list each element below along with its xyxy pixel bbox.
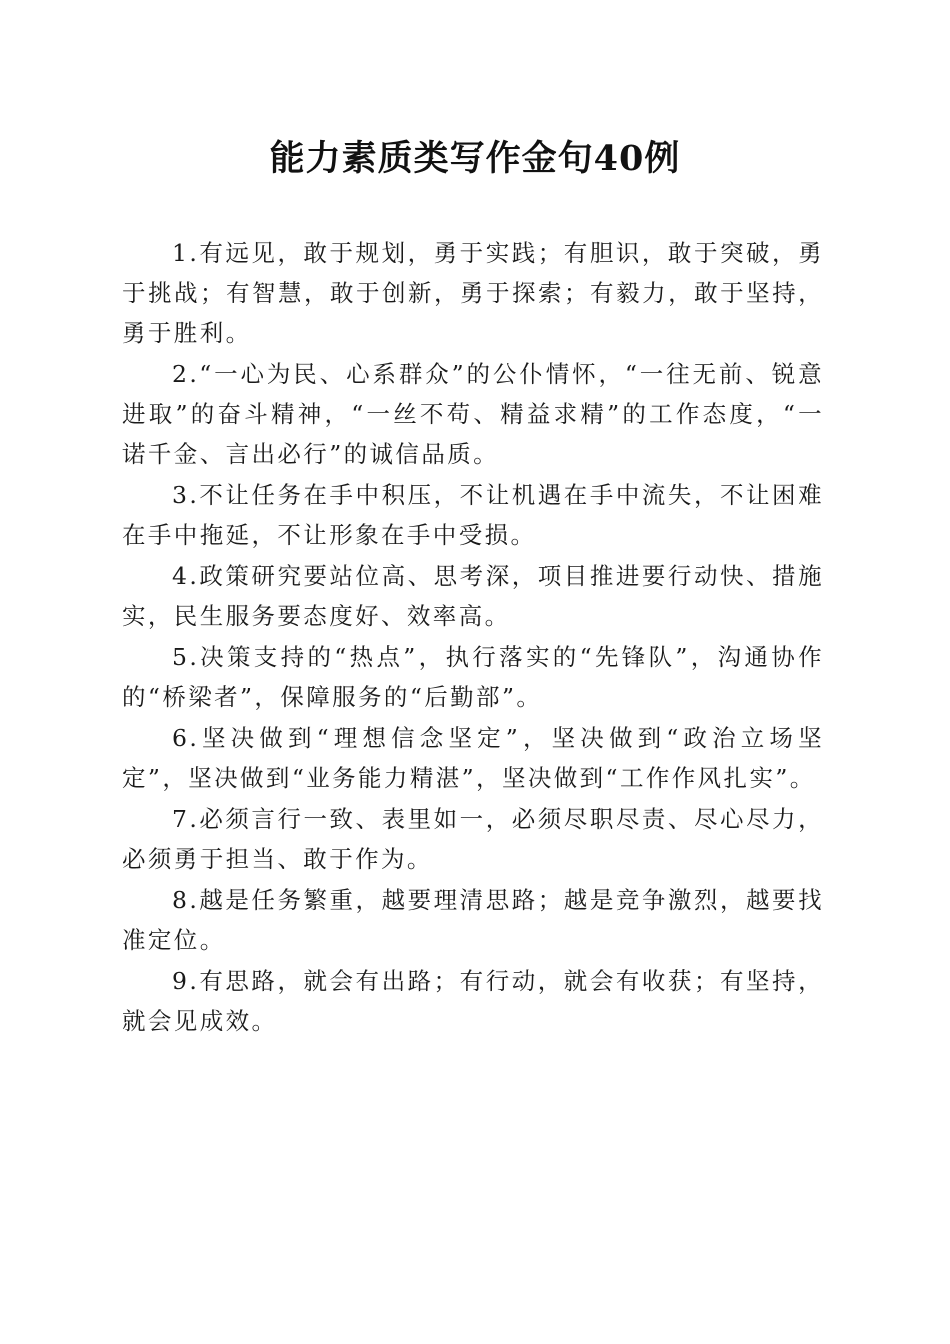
document-body [122,233,824,1042]
document-title: 能力素质类写作金句40例 [269,138,681,179]
paragraph-9: 9.有思路，就会有出路；有行动，就会有收获；有坚持，就会见成效。 [122,967,824,1035]
paragraph-3: 3.不让任务在手中积压，不让机遇在手中流失，不让困难在手中拖延，不让形象在手中受损。 [122,481,824,549]
paragraph-4: 4.政策研究要站位高、思考深，项目推进要行动快、措施实，民生服务要态度好、效率高。 [122,562,824,630]
paragraph-5: 5.决策支持的“热点”，执行落实的“先锋队”，沟通协作的“桥梁者”，保障服务的“后勤部”。 [122,643,824,711]
paragraph-6: 6.坚决做到“理想信念坚定”，坚决做到“政治立场坚定”，坚决做到“业务能力精湛”，坚决做到“工作作风扎实”。 [122,724,824,792]
paragraph-1: 1.有远见，敢于规划，勇于实践；有胆识，敢于突破，勇于挑战；有智慧，敢于创新，勇于探索；有毅力，敢于坚持，勇于胜利。 [122,239,824,347]
paragraph-7: 7.必须言行一致、表里如一，必须尽职尽责、尽心尽力，必须勇于担当、敢于作为。 [122,805,824,873]
paragraph-8: 8.越是任务繁重，越要理清思路；越是竞争激烈，越要找准定位。 [122,886,824,954]
paragraph-2: 2.“一心为民、心系群众”的公仆情怀，“一往无前、锐意进取”的奋斗精神，“一丝不苟、精益求精”的工作态度，“一诺千金、言出必行”的诚信品质。 [122,360,824,468]
